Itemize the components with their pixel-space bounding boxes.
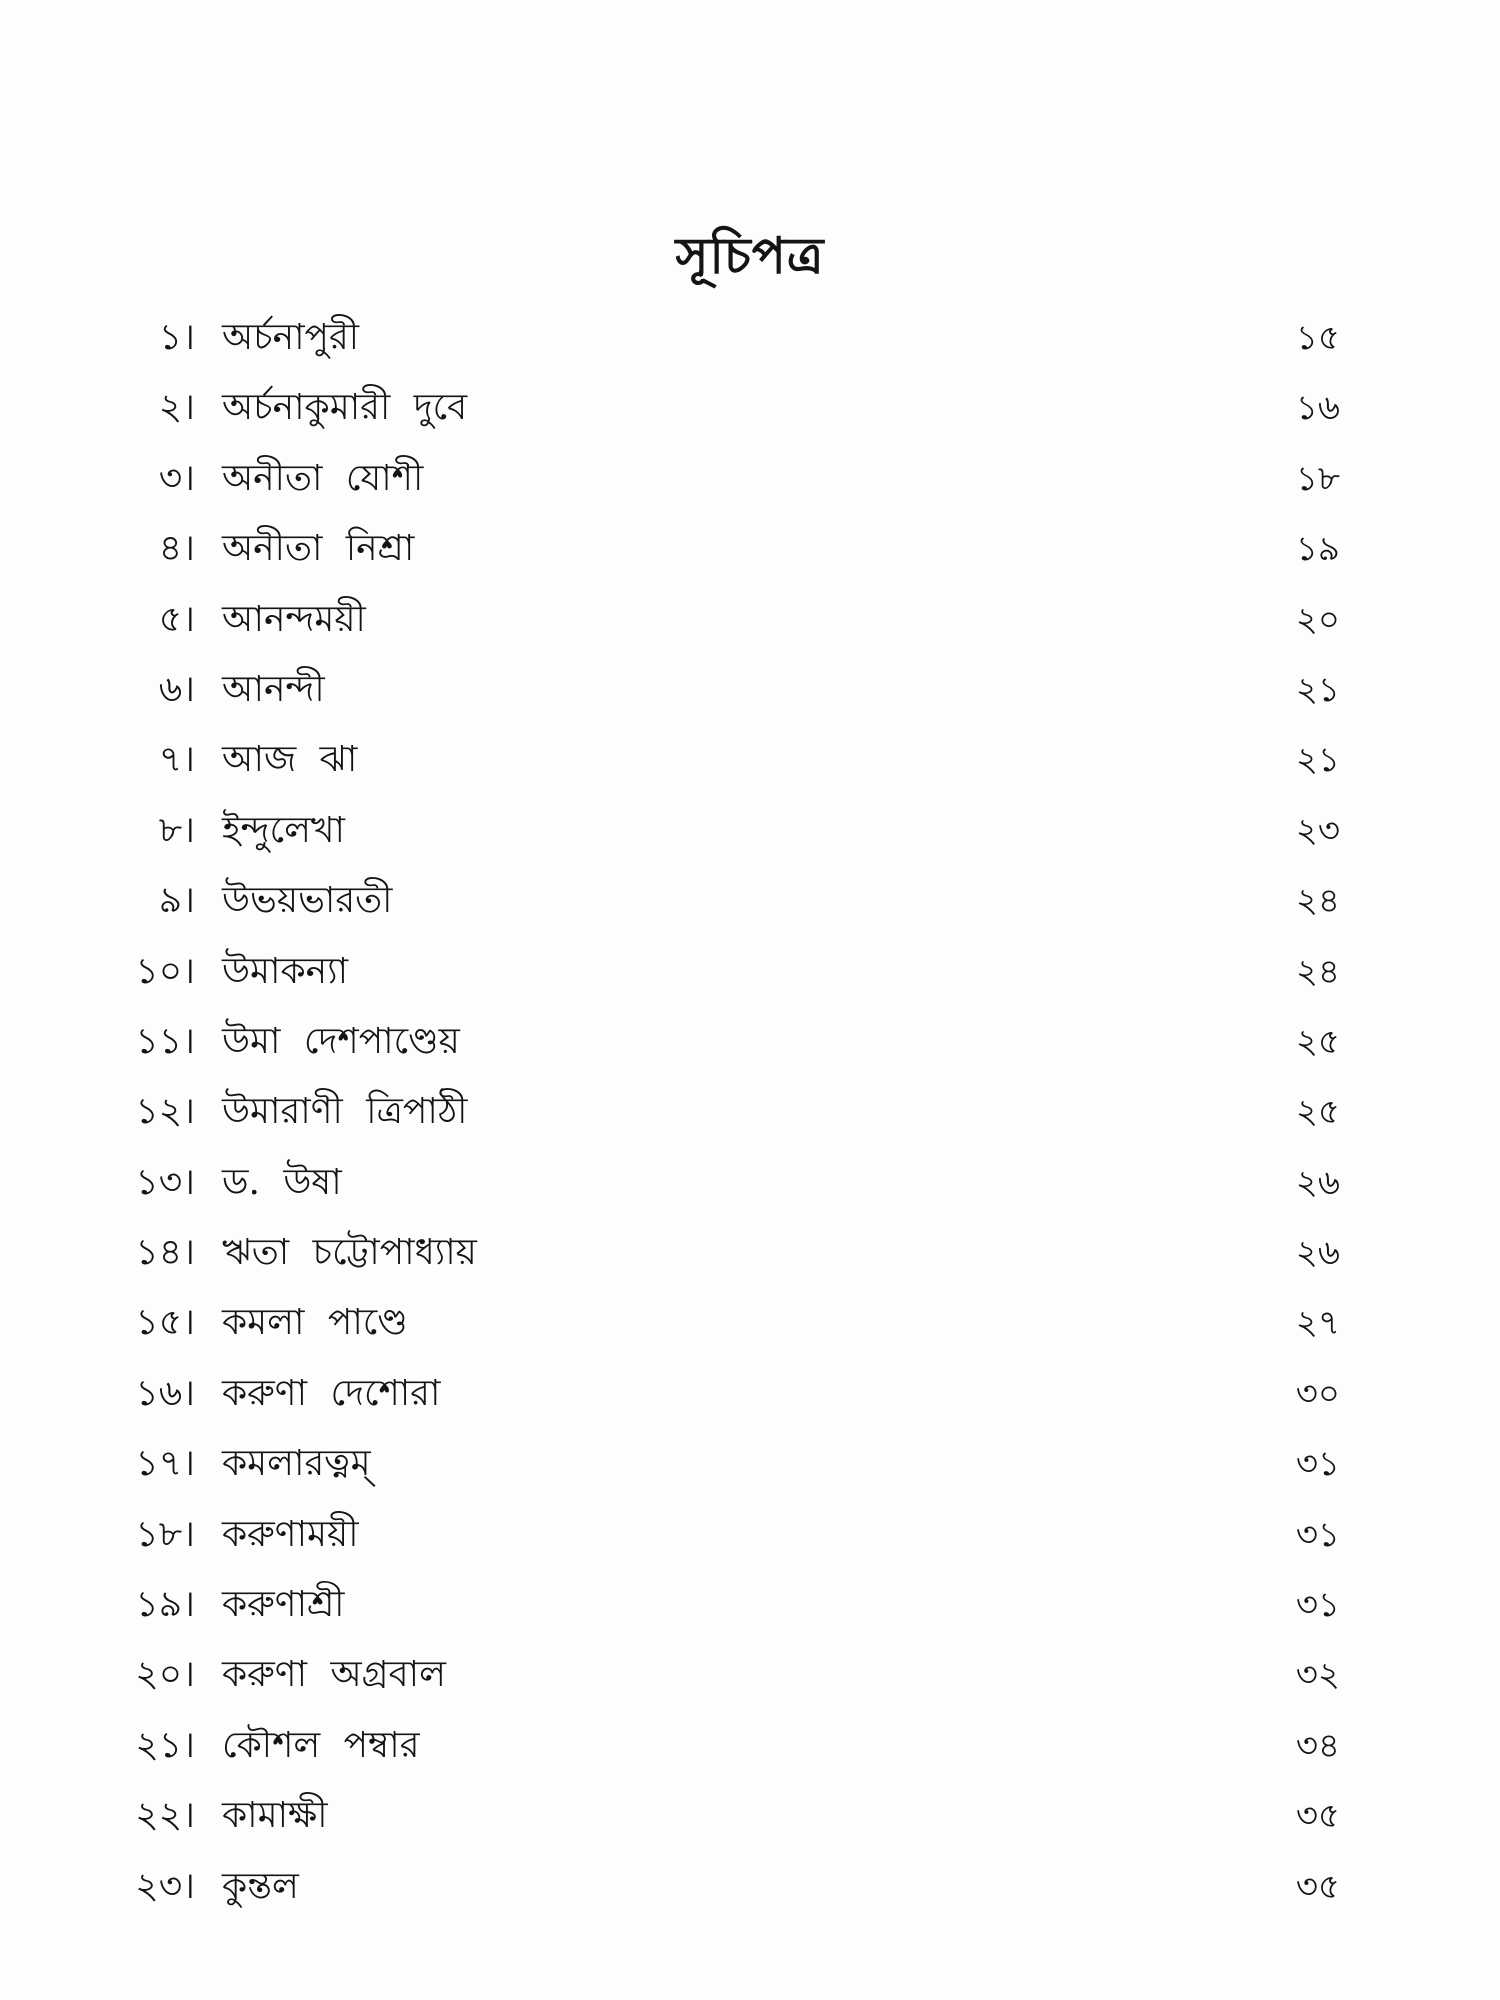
toc-entry [0, 1009, 1500, 1079]
entry-page-number: ৩৫ [1295, 1796, 1340, 1837]
entry-name: অর্চনাপুরী [222, 317, 360, 358]
entry-number: ৮। [158, 809, 195, 851]
entry-number: ২২। [135, 1795, 195, 1837]
entry-number: ১। [158, 317, 195, 358]
toc-entry [0, 516, 1500, 586]
toc-entry [0, 305, 1500, 375]
toc-entry [0, 375, 1500, 445]
entry-name: অনীতা যোশী [222, 457, 424, 499]
entry-name: করুণাময়ী [222, 1513, 359, 1555]
entry-name: ড. উষা [222, 1161, 342, 1203]
entry-page-number: ২১ [1295, 740, 1340, 781]
entry-page-number: ৩১ [1295, 1585, 1340, 1626]
toc-entry [0, 1642, 1500, 1712]
page-title: সূচিপত্র [675, 226, 825, 285]
entry-name: কমলা পাণ্ডে [222, 1302, 408, 1344]
toc-entry [0, 1290, 1500, 1360]
entry-name: কুন্তল [222, 1865, 299, 1907]
entry-number: ১০। [135, 950, 195, 992]
entry-name: অর্চনাকুমারী দুবে [222, 387, 468, 429]
entry-number: ২। [158, 387, 195, 429]
toc-entry [0, 1783, 1500, 1853]
entry-name: আজ ঝা [222, 739, 358, 781]
entry-page-number: ৩০ [1295, 1373, 1340, 1414]
toc-entry [0, 1572, 1500, 1642]
entry-page-number: ১৫ [1295, 318, 1340, 358]
entry-name: করুণা দেশোরা [222, 1372, 441, 1414]
entry-name: করুণাশ্রী [222, 1584, 345, 1626]
entry-page-number: ২৬ [1295, 1233, 1340, 1274]
entry-page-number: ৩১ [1295, 1444, 1340, 1485]
entry-page-number: ১৬ [1295, 388, 1340, 429]
entry-name: করুণা অগ্রবাল [222, 1654, 446, 1696]
table-of-contents [0, 305, 1500, 1924]
entry-page-number: ২৪ [1295, 881, 1340, 922]
entry-page-number: ৩২ [1295, 1655, 1340, 1696]
entry-number: ১৭। [135, 1443, 195, 1485]
entry-page-number: ২৫ [1295, 1092, 1340, 1133]
entry-page-number: ১৮ [1295, 458, 1340, 499]
entry-page-number: ২১ [1295, 669, 1340, 710]
entry-number: ৫। [158, 598, 195, 640]
toc-entry [0, 1220, 1500, 1290]
entry-number: ১২। [135, 1091, 195, 1133]
entry-name: আনন্দী [222, 668, 325, 710]
entry-name: অনীতা নিশ্রা [222, 528, 415, 570]
toc-entry [0, 939, 1500, 1009]
toc-entry [0, 446, 1500, 516]
entry-name: উমারাণী ত্রিপাঠী [222, 1091, 468, 1133]
entry-name: ইন্দুলেখা [222, 809, 345, 851]
toc-entry [0, 1150, 1500, 1220]
entry-number: ৩। [158, 457, 195, 499]
entry-page-number: ২৩ [1295, 810, 1340, 851]
entry-page-number: ২৬ [1295, 1162, 1340, 1203]
entry-page-number: ৩৫ [1295, 1866, 1340, 1907]
entry-number: ১৮। [135, 1513, 195, 1555]
entry-name: উমা দেশপাণ্ডেয় [222, 1020, 460, 1062]
entry-page-number: ১৯ [1295, 529, 1340, 570]
entry-page-number: ২৪ [1295, 951, 1340, 992]
entry-name: কৌশল পম্বার [222, 1724, 420, 1766]
entry-number: ৯। [158, 880, 195, 922]
toc-entry [0, 1854, 1500, 1924]
entry-page-number: ২৭ [1295, 1303, 1340, 1344]
entry-page-number: ৩৪ [1295, 1725, 1340, 1766]
entry-number: ১৪। [135, 1232, 195, 1274]
toc-entry [0, 1431, 1500, 1501]
toc-entry [0, 1713, 1500, 1783]
entry-number: ১১। [135, 1020, 195, 1062]
toc-entry [0, 727, 1500, 797]
entry-number: ১৯। [135, 1584, 195, 1626]
entry-name: উভয়ভারতী [222, 880, 393, 922]
toc-entry [0, 868, 1500, 938]
entry-number: ১৬। [135, 1372, 195, 1414]
entry-page-number: ২০ [1295, 599, 1340, 640]
entry-name: কামাক্ষী [222, 1795, 328, 1837]
entry-number: ৭। [158, 739, 195, 781]
toc-entry [0, 798, 1500, 868]
toc-entry [0, 1502, 1500, 1572]
entry-name: উমাকন্যা [222, 950, 349, 992]
entry-number: ২১। [135, 1724, 195, 1766]
entry-number: ২৩। [135, 1865, 195, 1907]
toc-entry [0, 657, 1500, 727]
entry-name: আনন্দময়ী [222, 598, 366, 640]
toc-entry [0, 587, 1500, 657]
entry-name: ঋতা চট্টোপাধ্যায় [222, 1232, 477, 1274]
entry-number: ২০। [135, 1654, 195, 1696]
entry-name: কমলারত্নম্ [222, 1443, 371, 1485]
entry-number: ১৫। [135, 1302, 195, 1344]
entry-page-number: ৩১ [1295, 1514, 1340, 1555]
toc-entry [0, 1079, 1500, 1149]
entry-number: ১৩। [135, 1161, 195, 1203]
toc-entry [0, 1361, 1500, 1431]
entry-page-number: ২৫ [1295, 1021, 1340, 1062]
entry-number: ৪। [158, 528, 195, 570]
entry-number: ৬। [158, 668, 195, 710]
